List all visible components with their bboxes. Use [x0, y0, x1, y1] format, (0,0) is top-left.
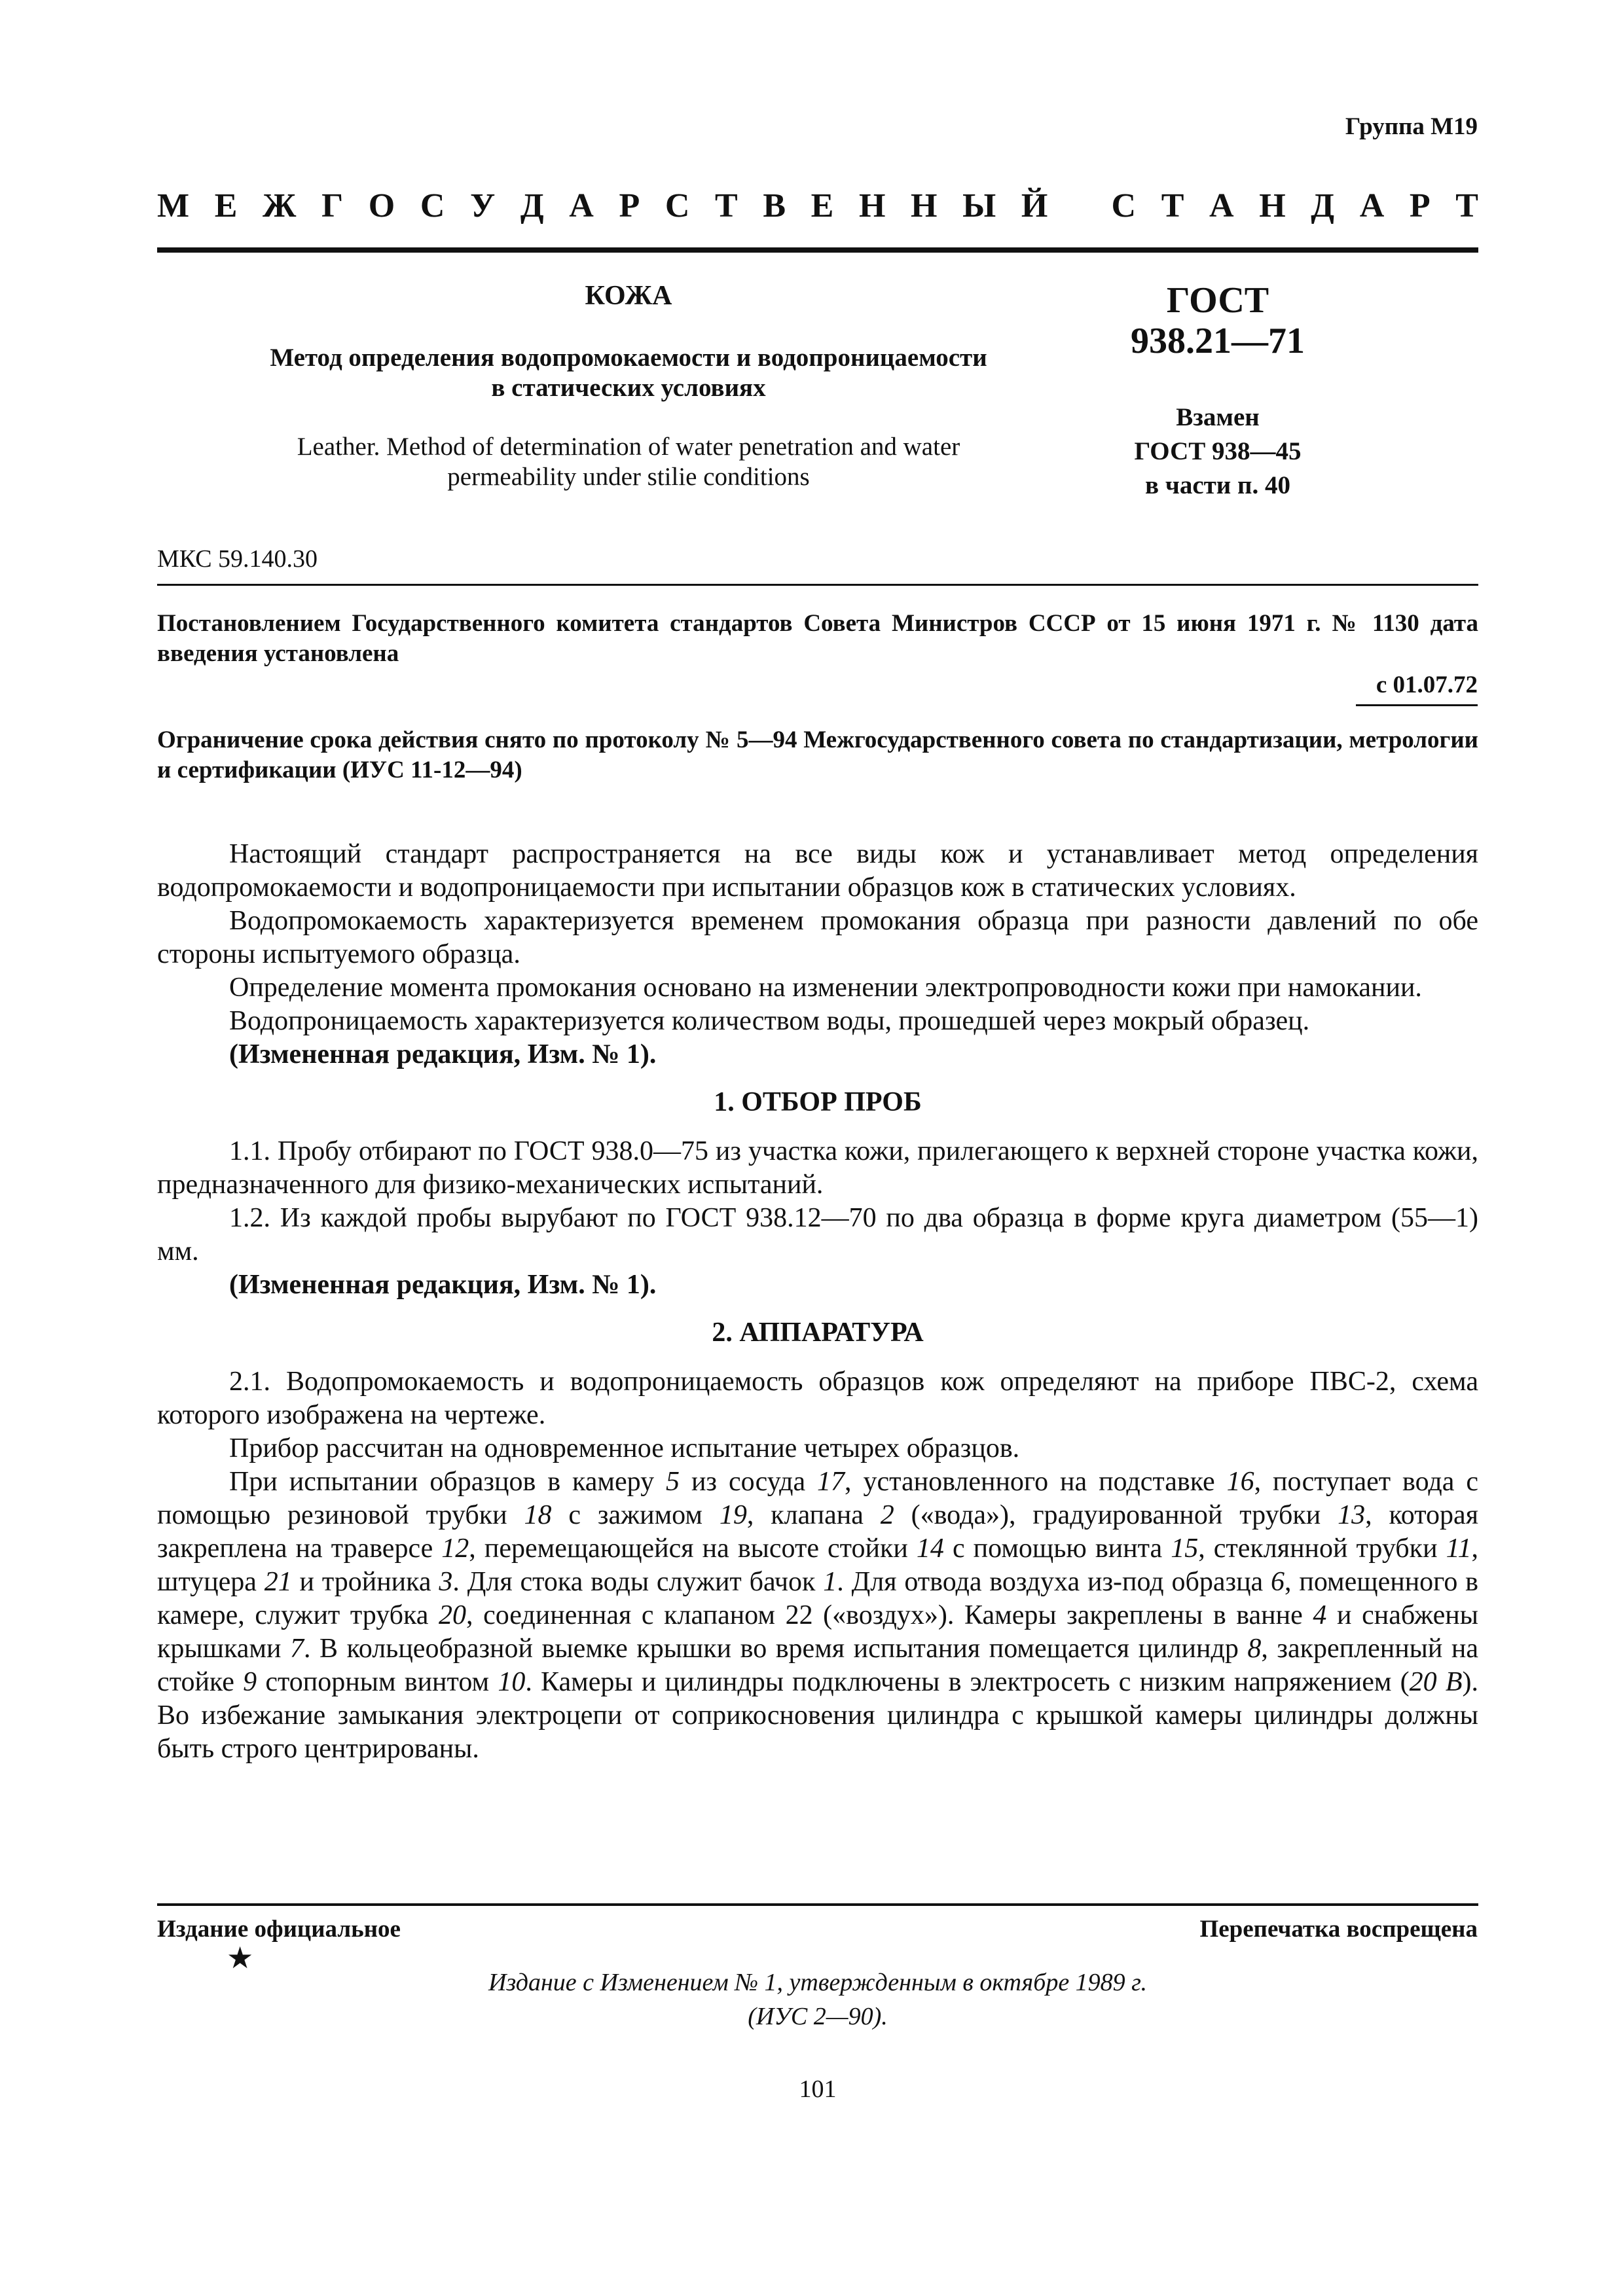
star-icon: ★ [227, 1941, 254, 1975]
text-segment: ). Во избежание замыкания электроцепи от соприкосновения цилиндра с крышкой камеры цилиндры должны быть строго центрированы. [157, 1667, 1479, 1764]
effective-date: с 01.07.72 [1376, 672, 1478, 698]
part-reference-number: 13 [1338, 1500, 1366, 1530]
replaces-line: ГОСТ 938—45 [1134, 437, 1302, 465]
text-segment: , закрепленный на стойке [157, 1634, 1478, 1697]
gost-number: 938.21—71 [1131, 321, 1305, 361]
banner-letter: С [1111, 187, 1137, 224]
banner-letter: Н [911, 187, 938, 224]
part-reference-number: 14 [916, 1534, 944, 1564]
banner-letter: Р [1409, 187, 1431, 224]
banner-letter: Д [520, 187, 544, 224]
standard-banner [157, 187, 1478, 225]
banner-letter: О [368, 187, 395, 224]
title-block [157, 280, 1100, 492]
banner-gap [1073, 187, 1086, 225]
text-segment: , помещенного в камере, служит трубка [157, 1567, 1479, 1630]
part-reference-number: 20 [439, 1600, 467, 1630]
decree-text: Постановлением Государственного комитета стандартов Совета Министров СССР от 15 июня 1971 г. № 1130 дата введения установлена [157, 610, 1478, 667]
part-reference-number: 5 [666, 1467, 680, 1497]
paragraph: 1.2. Из каждой пробы вырубают по ГОСТ 938.12—70 по два образца в форме круга диаметром (55—1) мм. [157, 1203, 1478, 1266]
text-segment: . Для стока воды служит бачок [452, 1567, 824, 1597]
subtitle-line: в статических условиях [491, 374, 766, 402]
part-reference-number: 3 [439, 1567, 453, 1597]
banner-letter: Д [1311, 187, 1335, 224]
replaces-line: в части п. 40 [1145, 471, 1290, 499]
text-segment: , установленного на подставке [845, 1467, 1227, 1497]
part-reference-number: 20 В [1409, 1667, 1463, 1697]
english-title [157, 432, 1100, 492]
text-segment: с помощью винта [943, 1534, 1171, 1564]
banner-letter: В [763, 187, 786, 224]
paragraph: Водопромокаемость характеризуется временем промокания образца при разности давлений по обе стороны испытуемого образца. [157, 906, 1478, 969]
text-segment: и снабжены крышками [157, 1600, 1478, 1664]
effective-date-underline [1356, 704, 1478, 706]
section-heading: 1. ОТБОР ПРОБ [714, 1087, 922, 1117]
banner-letter: Е [214, 187, 238, 224]
text-segment: , штуцера [157, 1534, 1479, 1597]
paragraph: Прибор рассчитан на одновременное испытание четырех образцов. [229, 1433, 1020, 1463]
header-rule [157, 247, 1478, 253]
amendment-note: (Измененная редакция, Изм. № 1). [229, 1270, 657, 1300]
banner-letter: Й [1021, 187, 1048, 224]
text-segment: , соединенная с клапаном 22 («воздух»). Камеры закреплены в ванне [466, 1600, 1313, 1630]
banner-letter: Н [1259, 187, 1286, 224]
paragraph: Водопроницаемость характеризуется количеством воды, прошедшей через мокрый образец. [229, 1006, 1310, 1036]
part-reference-number: 10 [498, 1667, 526, 1697]
part-reference-number: 9 [243, 1667, 257, 1697]
part-reference-number: 11 [1446, 1534, 1472, 1564]
replaces-line: Взамен [1176, 403, 1260, 431]
paragraph: Определение момента промокания основано на изменении электропроводности кожи при намокании. [229, 973, 1422, 1003]
text-segment: . В кольцеобразной выемке крышки во время испытания помещается цилиндр [303, 1634, 1248, 1664]
edition-label: Издание официальное [157, 1916, 401, 1943]
banner-letter: Ж [263, 187, 297, 224]
text-segment: . Камеры и цилиндры подключены в электросеть с низким напряжением ( [525, 1667, 1410, 1697]
part-reference-number: 7 [289, 1634, 304, 1664]
part-reference-number: 17 [817, 1467, 845, 1497]
gost-label: ГОСТ [1166, 280, 1269, 321]
subtitle-line: Метод определения водопромокаемости и водопроницаемости [270, 344, 987, 372]
banner-letter: Т [1455, 187, 1478, 224]
part-reference-number: 21 [264, 1567, 292, 1597]
banner-letter: Т [715, 187, 738, 224]
banner-letter: Т [1161, 187, 1184, 224]
banner-letter: Е [811, 187, 834, 224]
banner-letter: Р [619, 187, 640, 224]
page-number: 101 [799, 2075, 837, 2103]
text-segment: стопорным винтом [257, 1667, 498, 1697]
part-reference-number: 2 [880, 1500, 894, 1530]
footer-rule [157, 1903, 1478, 1906]
document-subtitle [157, 343, 1100, 403]
section-heading: 2. АППАРАТУРА [712, 1318, 924, 1348]
banner-letter: А [1359, 187, 1385, 224]
banner-letter: А [569, 187, 594, 224]
part-reference-number: 8 [1247, 1634, 1262, 1664]
text-segment: , перемещающейся на высоте стойки [469, 1534, 917, 1564]
replaces-block [1041, 401, 1395, 503]
text-segment: , стеклянной трубки [1198, 1534, 1446, 1564]
text-segment: из сосуда [680, 1467, 818, 1497]
text-segment: , поступает вода с помощью резиновой трубки [157, 1467, 1478, 1530]
part-reference-number: 6 [1271, 1567, 1285, 1597]
part-reference-number: 19 [719, 1500, 747, 1530]
part-reference-number: 1 [823, 1567, 837, 1597]
text-segment: и тройника [291, 1567, 439, 1597]
reprint-notice: Перепечатка воспрещена [1199, 1916, 1478, 1943]
amendment-line: Издание с Изменением № 1, утвержденным в октябре 1989 г. [488, 1969, 1148, 1996]
limitation-text: Ограничение срока действия снято по протоколу № 5—94 Межгосударственного совета по стандартизации, метрологии и сертификации (ИУС 11-12—94) [157, 726, 1478, 783]
text-segment: , которая закреплена на траверсе [157, 1500, 1479, 1564]
text-segment: При испытании образцов в камеру [229, 1467, 666, 1497]
banner-letter: С [420, 187, 445, 224]
paragraph [157, 1465, 1478, 1766]
gost-designation [1041, 280, 1395, 503]
group-code: Группа М19 [1345, 113, 1478, 140]
part-reference-number: 16 [1226, 1467, 1254, 1497]
text-segment: . Для отвода воздуха из-под образца [837, 1567, 1271, 1597]
english-title-line: permeability under stilie conditions [447, 463, 810, 491]
paragraph: Настоящий стандарт распространяется на все виды кож и устанавливает метод определения водопромокаемости и водопроницаемости при испытании образцов кож в статических условиях. [157, 839, 1478, 903]
banner-letter: У [470, 187, 496, 224]
banner-letter: Ы [962, 187, 996, 224]
paragraph: 1.1. Пробу отбирают по ГОСТ 938.0—75 из участка кожи, прилегающего к верхней стороне участка кожи, предназначенного для физико-механических испытаний. [157, 1136, 1478, 1200]
amendment-info [157, 1965, 1478, 2034]
part-reference-number: 4 [1313, 1600, 1327, 1630]
title-rule [157, 584, 1478, 586]
english-title-line: Leather. Method of determination of water penetration and water [297, 433, 960, 461]
banner-letter: Г [321, 187, 344, 224]
document-title: КОЖА [585, 281, 672, 311]
text-segment: («вода»), градуированной трубки [894, 1500, 1338, 1530]
amendment-line: (ИУС 2—90). [748, 2003, 888, 2030]
text-segment: с зажимом [551, 1500, 720, 1530]
amendment-note: (Измененная редакция, Изм. № 1). [229, 1039, 657, 1069]
part-reference-number: 15 [1171, 1534, 1199, 1564]
text-segment: , клапана [746, 1500, 881, 1530]
document-body [157, 838, 1478, 1766]
banner-letter: А [1209, 187, 1234, 224]
banner-letter: С [665, 187, 690, 224]
banner-letter: М [157, 187, 190, 224]
mks-code: МКС 59.140.30 [157, 545, 318, 573]
part-reference-number: 18 [524, 1500, 552, 1530]
banner-letter: Н [858, 187, 886, 224]
paragraph: 2.1. Водопромокаемость и водопроницаемость образцов кож определяют на приборе ПВС-2, схема которого изображена на чертеже. [157, 1367, 1478, 1430]
part-reference-number: 12 [441, 1534, 469, 1564]
